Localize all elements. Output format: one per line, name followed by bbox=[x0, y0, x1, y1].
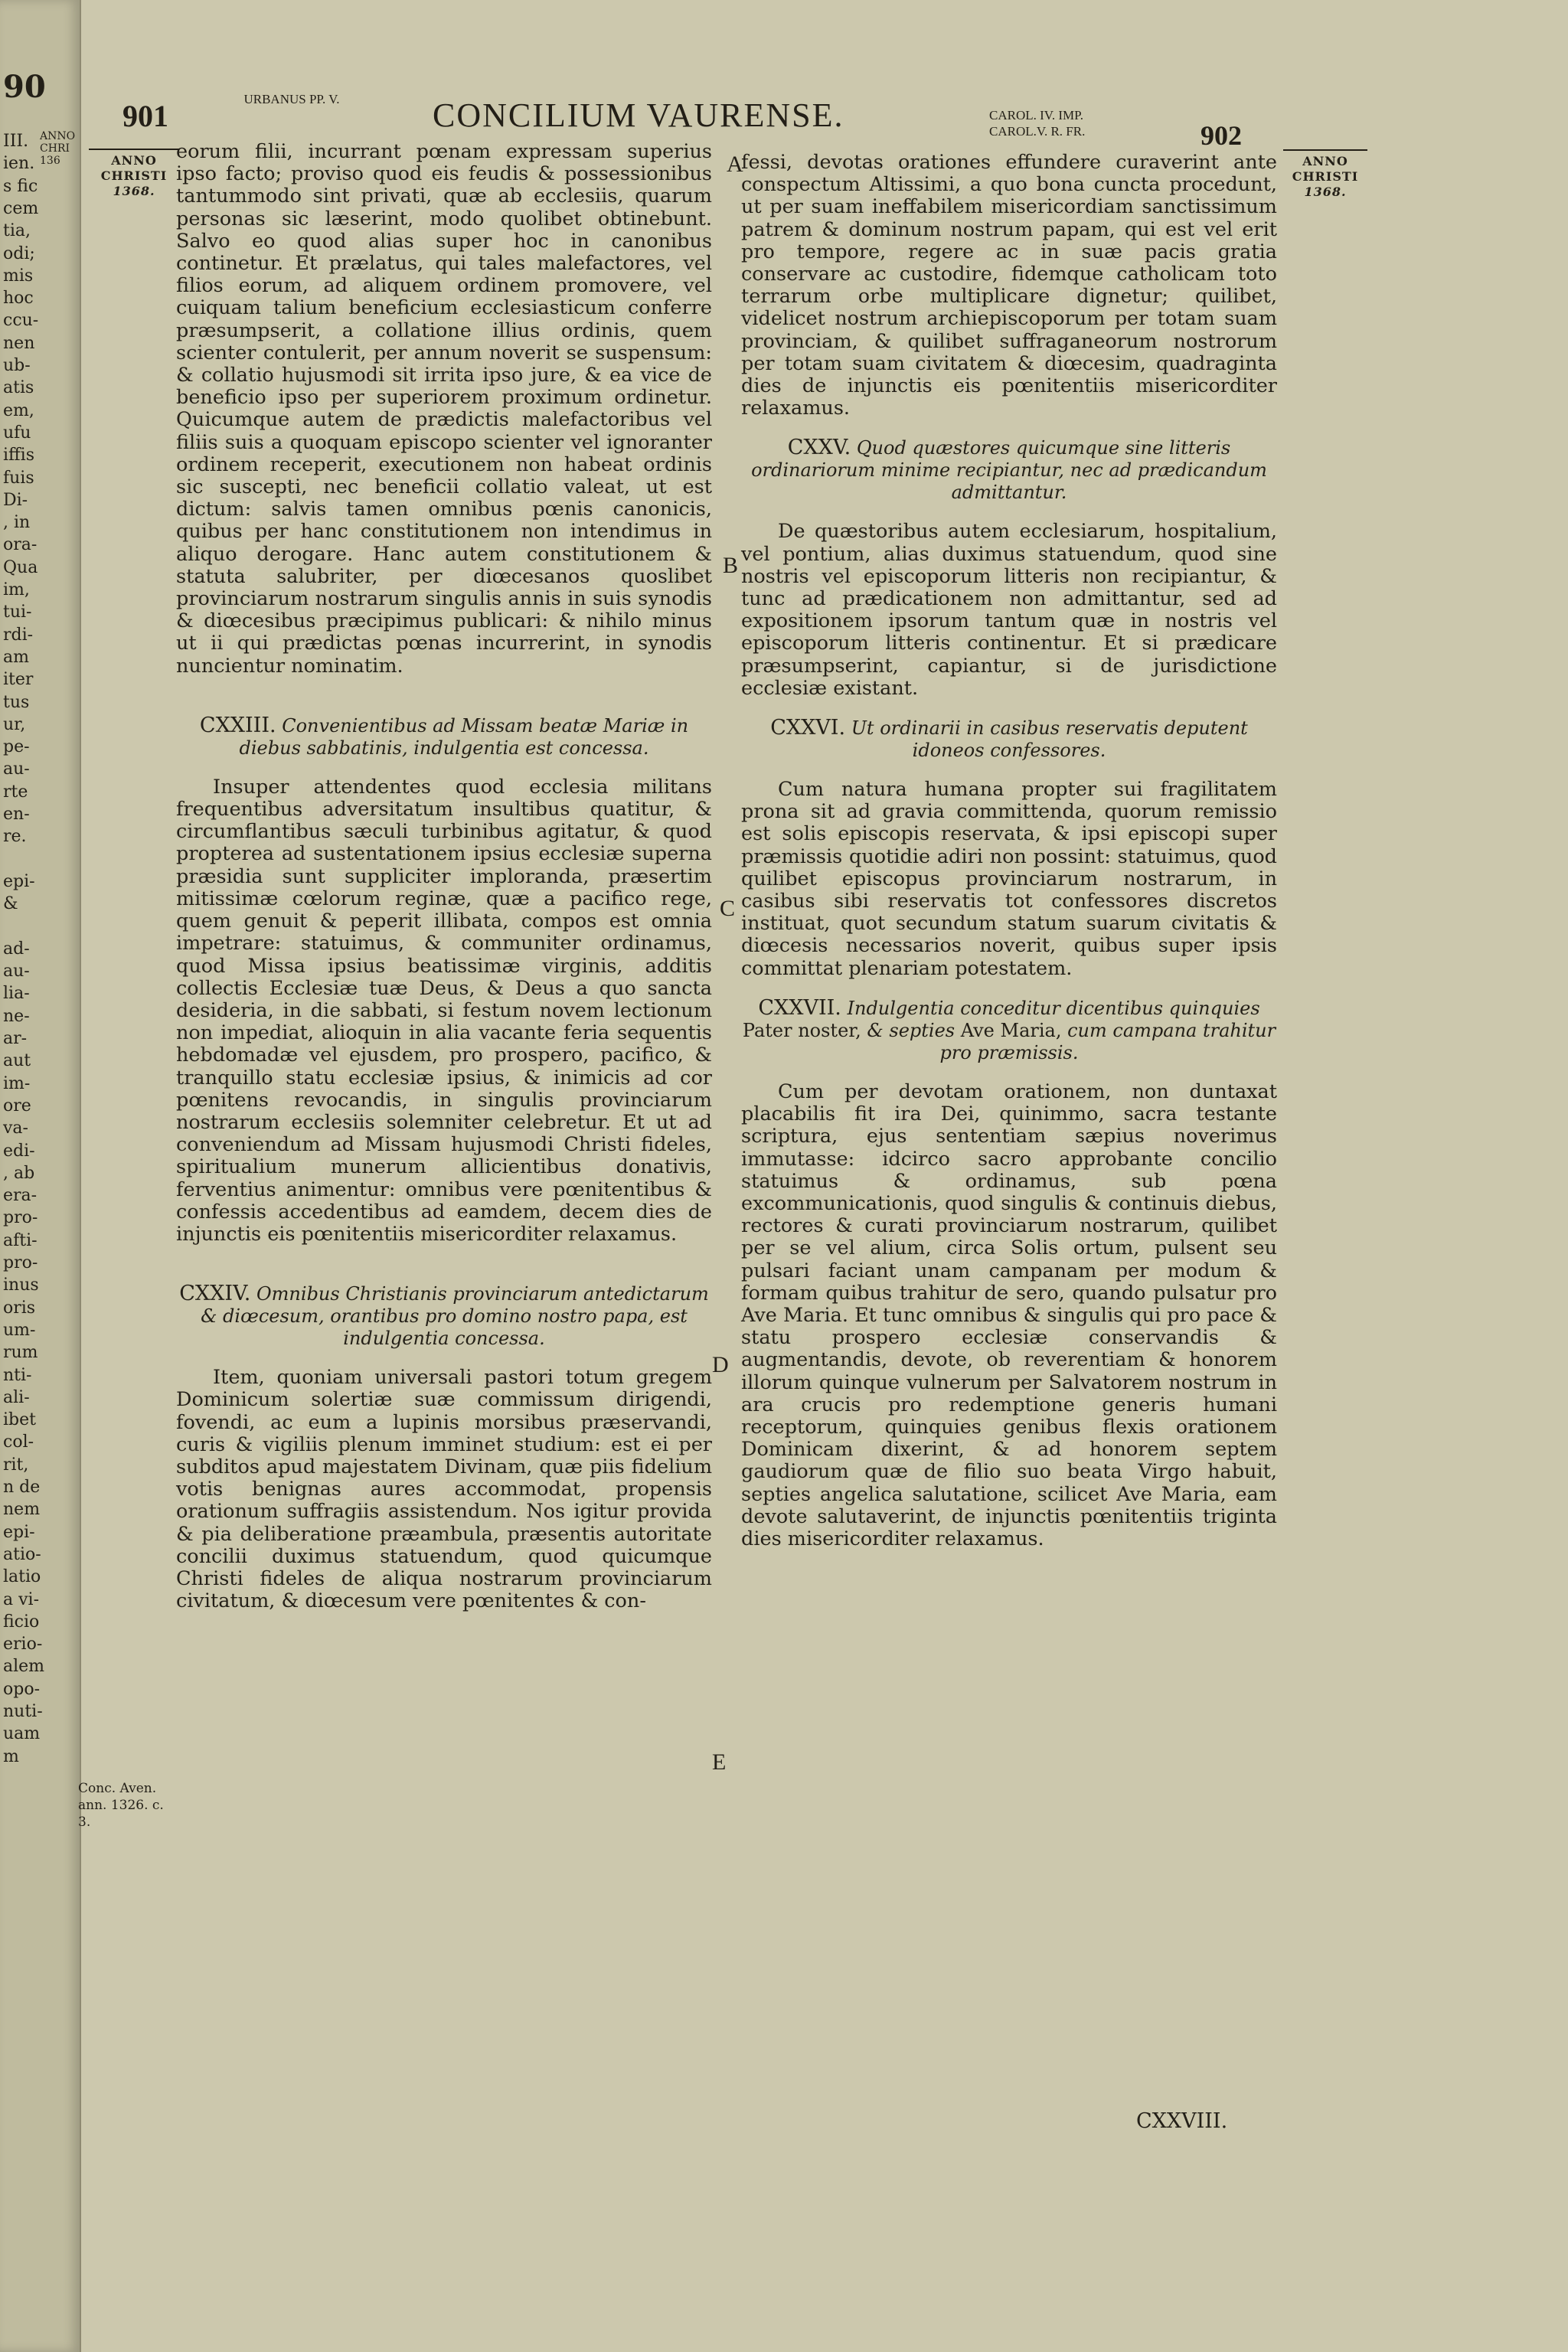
canon-title: Omnibus Christianis provinciarum antedictarum & diœcesum, orantibus pro domino nostro papa, est indulgentia concessa. bbox=[201, 1283, 709, 1350]
canon-number: CXXV. bbox=[787, 436, 851, 460]
canon-title: cum campana trahitur pro præmissis. bbox=[939, 1019, 1276, 1063]
previous-page-fragment: ccu- bbox=[3, 311, 39, 331]
canon-title: Indulgentia conceditur dicentibus quinquies bbox=[847, 997, 1260, 1019]
margin-marker-a: A bbox=[727, 152, 743, 177]
previous-page-fragment: ficio bbox=[3, 1612, 40, 1632]
previous-page-fragment: pro- bbox=[3, 1253, 38, 1272]
previous-page-fragment: aut bbox=[3, 1051, 31, 1071]
canon-number: CXXVI. bbox=[770, 716, 846, 740]
previous-page-fragment: re. bbox=[3, 827, 27, 847]
previous-page-fragment: em, bbox=[3, 400, 34, 420]
margin-anno-left bbox=[89, 149, 179, 199]
previous-page-fragment: latio bbox=[3, 1567, 41, 1587]
previous-page-fragment: ar- bbox=[3, 1029, 28, 1048]
previous-page-fragment: tus bbox=[3, 692, 30, 712]
header-emperor-line1: CAROL. IV. IMP. bbox=[989, 108, 1083, 122]
left-column bbox=[176, 141, 712, 1612]
canon-number: CXXVII. bbox=[758, 995, 841, 1020]
previous-page-fragment: um- bbox=[3, 1320, 36, 1340]
catchword: CXXVIII. bbox=[1136, 2109, 1228, 2133]
canon-number: CXXIV. bbox=[179, 1282, 251, 1306]
previous-page-fragment: ora- bbox=[3, 535, 38, 555]
margin-marker-d: D bbox=[712, 1352, 729, 1377]
previous-page-fragment: cem bbox=[3, 198, 39, 218]
previous-page-fragment: opo- bbox=[3, 1679, 41, 1699]
previous-page-fragment: Di- bbox=[3, 490, 28, 510]
previous-page-fragment: rit, bbox=[3, 1455, 29, 1475]
previous-page-fragment: hoc bbox=[3, 289, 34, 309]
previous-page-fragment: im, bbox=[3, 580, 30, 599]
previous-page-fragment: m bbox=[3, 1746, 19, 1766]
canon-heading-125 bbox=[741, 436, 1277, 504]
previous-page-fragment: nti- bbox=[3, 1365, 32, 1385]
previous-page-fragment: im- bbox=[3, 1073, 31, 1093]
previous-page-fragment: rdi- bbox=[3, 625, 34, 645]
previous-page-fragment: va- bbox=[3, 1119, 28, 1138]
anno-year: 1368. bbox=[113, 184, 155, 198]
previous-page-fragment: alem bbox=[3, 1657, 45, 1677]
paragraph: eorum filii, incurrant pœnam expressam superius ipso facto; proviso quod eis feudis & possessionibus tantummodo sint privati, quæ ab ecclesiis, quarum personas sic læserint, modo quolibet obtinebunt. Salvo eo quod alias super hoc in canonibus continetur. Et prælatus, qui tales malefactores, vel filios eorum, ad aliquem ordinem promovere, vel cuiquam talium beneficium ecclesiasticum conferre præsumpserit, a collatione illius ordinis, quem scienter contulerit, per annum noverit se suspensum: & collatio hujusmodi sit irrita ipso jure, & ea vice de beneficio ipso per superiorem proximum ordinetur. Quicumque autem de prædictis malefactoribus vel filiis suis a quoquam episcopo scienter vel ignoranter ordinem receperit, executionem non habeat ordinis sic suscepti, nec beneficii collatio valeat, ut est dictum: salvis tamen omnibus pœnis canonicis, quibus per hanc constitutionem non intendimus in aliquo derogare. Hanc autem constitutionem & statuta salubriter, per diœcesanos quoslibet provinciarum nostrarum singulis annis in suis synodis & diœcesibus præcipimus publicari: & nihilo minus ut ii qui prædictas pœnas incurrerint, in synodis nuncientur nominatim. bbox=[176, 140, 712, 678]
previous-page-fragment: ur, bbox=[3, 714, 26, 734]
anno-label: ANNO bbox=[111, 153, 157, 168]
previous-page-fragment: afti- bbox=[3, 1230, 38, 1250]
canon-title-roman: Pater noster, bbox=[742, 1019, 861, 1041]
previous-page-fragment: epi- bbox=[3, 871, 35, 891]
canon-title: & septies bbox=[867, 1019, 956, 1041]
previous-page-fragment: ore bbox=[3, 1096, 31, 1116]
previous-page-fragment: atis bbox=[3, 378, 34, 398]
previous-page-fragment: tui- bbox=[3, 603, 32, 622]
previous-page-fragment: au- bbox=[3, 760, 30, 779]
canon-title: Convenientibus ad Missam beatæ Mariæ in diebus sabbatinis, indulgentia est concessa. bbox=[239, 714, 689, 759]
margin-marker-e: E bbox=[712, 1749, 727, 1775]
previous-page-anno: ANNO CHRI 136 bbox=[40, 130, 76, 167]
previous-page-fragment: n de bbox=[3, 1478, 41, 1497]
previous-page-fragment: rte bbox=[3, 782, 28, 802]
previous-page-fragment: epi- bbox=[3, 1522, 35, 1542]
canon-title-roman: Ave Maria, bbox=[960, 1019, 1062, 1041]
previous-page-fragment: edi- bbox=[3, 1141, 35, 1161]
previous-page-fragment: oris bbox=[3, 1298, 36, 1318]
page-title: CONCILIUM VAURENSE. bbox=[433, 96, 844, 134]
margin-marker-b: B bbox=[723, 553, 739, 578]
previous-page-fragment: ibet bbox=[3, 1410, 36, 1430]
previous-page-edge bbox=[0, 0, 81, 2352]
previous-page-fragment: nen bbox=[3, 333, 35, 353]
previous-page-fragment: nem bbox=[3, 1500, 41, 1520]
previous-page-fragment: ufu bbox=[3, 423, 31, 443]
canon-heading-123 bbox=[176, 714, 712, 760]
previous-page-fragment: pro- bbox=[3, 1208, 38, 1228]
previous-page-fragment: , ab bbox=[3, 1163, 35, 1183]
previous-page-fragment: a vi- bbox=[3, 1589, 40, 1609]
canon-heading-126 bbox=[741, 717, 1277, 762]
previous-page-fragment: Qua bbox=[3, 557, 38, 577]
previous-page-fragment: am bbox=[3, 647, 29, 667]
canon-title: Ut ordinarii in casibus reservatis deputent idoneos confessores. bbox=[851, 717, 1248, 762]
previous-page-fragment: ub- bbox=[3, 356, 31, 375]
paragraph: Item, quoniam universali pastori totum gregem Dominicum solertiæ suæ commissum dirigendi, fovendi, ac eum a lupinis morsibus præservandi, curis & vigiliis plenum imminet studium: est ei per subditos apud majestatem Divinam, quæ piis fidelium votis benignas aures accommodat, propensis orationum suffragiis assistendum. Nos igitur provida & pia deliberatione præambula, præsentis autoritate concilii duximus statuendum, quod quicumque Christi fideles de aliqua nostrarum provinciarum civitatum, & diœcesum vere pœnitentes & con- bbox=[176, 1366, 712, 1613]
previous-page-fragment: uam bbox=[3, 1724, 41, 1744]
previous-page-fragment: & bbox=[3, 894, 18, 914]
side-note-reference: Conc. Aven. ann. 1326. c. 3. bbox=[78, 1781, 164, 1830]
christi-label: CHRISTI bbox=[100, 168, 168, 183]
previous-page-fragment: s fic bbox=[3, 176, 38, 196]
right-column bbox=[741, 152, 1277, 1550]
paragraph: Insuper attendentes quod ecclesia militans frequentibus adversitatum insultibus quatitur, & circumflantibus sæculi turbinibus agitatur, & quod propterea ad sustentationem ipsius ecclesiæ superna præsidia sunt suppliciter imploranda, præsertim mitissimæ cœlorum reginæ, quæ a pacifico rege, quem genuit & peperit illibata, compos est omnia impetrare: statuimus, & communiter ordinamus, quod Missa ipsius beatissimæ virginis, additis collectis Ecclesiæ tuæ Deus, & Deus a quo sancta desideria, in die sabbati, si festum novem lectionum non impediat, alioquin in alia vacante feria sequentis hebdomadæ vel ejusdem, pro prospero, pacifico, & tranquillo statu ecclesiæ ipsius, & inimicis ad cor pœnitens revocandis, in singulis provinciarum nostrarum ecclesiis solemniter celebretur. Et ut ad conveniendum ad Missam hujusmodi Christi fideles, spiritualium munerum allicientibus donativis, ferventius animentur: omnibus vere pœnitentibus & confessis accedentibus ad eamdem, decem dies de injunctis eis pœnitentiis misericorditer relaxamus. bbox=[176, 775, 712, 1246]
previous-page-fragment: tia, bbox=[3, 221, 31, 241]
previous-page-fragment: iffis bbox=[3, 446, 34, 466]
previous-page-fragment: rum bbox=[3, 1343, 38, 1363]
paragraph: Cum natura humana propter sui fragilitatem prona sit ad gravia committenda, quorum remissio est solis episcopis reservata, & ipsi episcopi super præmissis quotidie adiri non possint: statuimus, quod quilibet episcopus provinciarum nostrarum, in casibus sibi reservatis tot confessores discretos instituat, quot secundum statum suarum civitatis & diœcesis necessarios noverit, quibus super ipsis committat plenariam potestatem. bbox=[741, 778, 1277, 980]
previous-page-fragment: ad- bbox=[3, 939, 30, 959]
previous-page-fragment: ne- bbox=[3, 1006, 30, 1026]
previous-page-number: 90 bbox=[3, 69, 46, 105]
page-number-left: 901 bbox=[122, 99, 168, 133]
previous-page-fragment: odi; bbox=[3, 243, 35, 263]
previous-page-fragment: era- bbox=[3, 1186, 38, 1206]
previous-page-fragment: fuis bbox=[3, 468, 34, 488]
previous-page-fragment: erio- bbox=[3, 1635, 43, 1655]
header-emperor bbox=[989, 107, 1173, 139]
margin-anno-right bbox=[1283, 149, 1367, 200]
margin-marker-c: C bbox=[720, 896, 736, 921]
canon-heading-124 bbox=[176, 1282, 712, 1350]
previous-page-fragment: ien. bbox=[3, 154, 35, 174]
canon-number: CXXIII. bbox=[199, 713, 276, 737]
previous-page-fragment: , in bbox=[3, 513, 31, 533]
previous-page-fragment: ali- bbox=[3, 1387, 30, 1407]
previous-page-fragment: lia- bbox=[3, 984, 30, 1004]
canon-title: Quod quæstores quicumque sine litteris ordinariorum minime recipiantur, nec ad prædicandum admittantur. bbox=[751, 437, 1267, 504]
page-number-right: 902 bbox=[1200, 120, 1242, 151]
previous-page-fragment: au- bbox=[3, 962, 30, 982]
canon-heading-127 bbox=[741, 997, 1277, 1064]
previous-page-fragment: col- bbox=[3, 1432, 34, 1452]
paragraph: fessi, devotas orationes effundere curaverint ante conspectum Altissimi, a quo bona cuncta procedunt, ut per suam ineffabilem misericordiam sanctissimum patrem & dominum nostrum papam, qui est vel erit pro tempore, regere ac in suæ pacis gratia conservare ac custodire, fidemque catholicam toto terrarum orbe multiplicare dignetur; quilibet, videlicet nostrum archiepiscoporum per totam suam provinciam, & quilibet suffraganeorum nostrorum per totam suam civitatem & diœcesim, quadraginta dies de injunctis eis pœnitentiis misericorditer relaxamus. bbox=[741, 151, 1277, 420]
previous-page-fragment: III. bbox=[3, 132, 29, 151]
previous-page-fragment: iter bbox=[3, 670, 34, 690]
anno-label: ANNO bbox=[1302, 154, 1348, 168]
christi-label: CHRISTI bbox=[1292, 169, 1359, 184]
previous-page-fragment: pe- bbox=[3, 737, 30, 757]
previous-page-fragment: inus bbox=[3, 1276, 39, 1295]
header-pope: URBANUS PP. V. bbox=[243, 92, 340, 106]
previous-page-fragment: mis bbox=[3, 266, 34, 286]
header-emperor-line2: CAROL.V. R. FR. bbox=[989, 124, 1086, 139]
paragraph: Cum per devotam orationem, non duntaxat placabilis fit ira Dei, quinimmo, sacra testante scriptura, ejus sententiam sæpius noverimus immutasse: idcirco sacro approbante concilio statuimus & ordinamus, sub pœna excommunicationis, quod singulis & continuis diebus, rectores & curati provinciarum nostrarum, quilibet per se vel alium, circa Solis ortum, pulsent seu pulsari faciant unam campanam per modum & formam quibus trahitur de sero, quando pulsatur pro Ave Maria. Et tunc omnibus & singulis qui pro pace & statu prospero ecclesiæ conservandis & augmentandis, devote, ob reverentiam & honorem illorum quinque vulnerum per Salvatorem nostrum in ara crucis pro redemptione generis humani receptorum, quinquies genibus flexis orationem Dominicam dixerint, & ad honorem septem gaudiorum quæ de filio suo beata Virgo habuit, septies angelica salutatione, scilicet Ave Maria, eam devote salutaverint, de injunctis pœnitentiis triginta dies misericorditer relaxamus. bbox=[741, 1080, 1277, 1550]
previous-page-fragment: en- bbox=[3, 805, 30, 824]
previous-page-fragment: nuti- bbox=[3, 1702, 43, 1721]
previous-page-fragment: atio- bbox=[3, 1544, 41, 1564]
paragraph: De quæstoribus autem ecclesiarum, hospitalium, vel pontium, alias duximus statuendum, quod sine nostris vel episcoporum litteris non recipiantur, & tunc ad prædicationem non admittantur, sed ad expositionem ipsorum tantum quæ in nostris vel episcoporum litteris continentur. Et si prædicare præsumpserint, capiantur, si de jurisdictione ecclesiæ existant. bbox=[741, 520, 1277, 700]
anno-year: 1368. bbox=[1304, 185, 1347, 199]
